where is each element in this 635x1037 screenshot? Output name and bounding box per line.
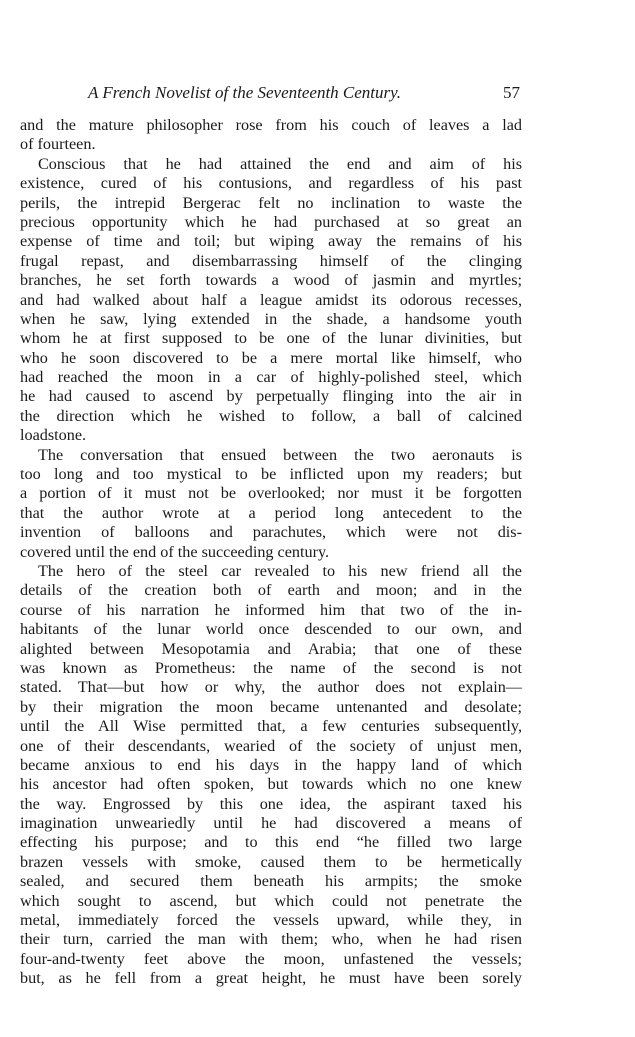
text-line: had reached the moon in a car of highly-polished steel, which (20, 368, 522, 387)
text-line: invention of balloons and parachutes, which were not dis- (20, 523, 522, 542)
text-line: their turn, carried the man with them; who, when he had risen (20, 930, 522, 949)
text-line: The hero of the steel car revealed to his new friend all the (38, 561, 522, 580)
text-line: Conscious that he had attained the end and aim of his (38, 154, 522, 173)
text-line: too long and too mystical to be inflicted upon my readers; but (20, 465, 522, 484)
text-line: that the author wrote at a period long antecedent to the (20, 503, 522, 522)
text-line: the way. Engrossed by this one idea, the aspirant taxed his (20, 794, 522, 813)
text-line: The conversation that ensued between the two aeronauts is (38, 445, 522, 464)
text-line: and the mature philosopher rose from his couch of leaves a lad (20, 116, 522, 134)
text-line: metal, immediately forced the vessels upward, while they, in (20, 911, 522, 930)
text-line: existence, cured of his contusions, and regardless of his past (20, 174, 522, 193)
text-line: whom he at first supposed to be one of the lunar divinities, but (20, 329, 522, 348)
text-line: one of their descendants, wearied of the society of unjust men, (20, 736, 522, 755)
text-line: alighted between Mesopotamia and Arabia; that one of these (20, 639, 522, 658)
text-line: the direction which he wished to follow, a ball of calcined (20, 406, 522, 425)
text-line: sealed, and secured them beneath his armpits; the smoke (20, 872, 522, 891)
page-number: 57 (503, 83, 520, 102)
text-line: course of his narration he informed him that two of the in- (20, 600, 522, 619)
running-head (88, 82, 518, 108)
text-line: habitants of the lunar world once descended to our own, and (20, 620, 522, 639)
text-line: covered until the end of the succeeding century. (20, 542, 330, 561)
text-line: effecting his purpose; and to this end “he filled two large (20, 833, 522, 852)
text-line: brazen vessels with smoke, caused them to be hermetically (20, 852, 522, 871)
text-line: who he soon discovered to be a mere mortal like himself, who (20, 348, 522, 367)
text-line: frugal repast, and disembarrassing himself of the clinging (20, 251, 522, 270)
text-line: was known as Prometheus: the name of the second is not (20, 658, 522, 677)
text-line: four-and-twenty feet above the moon, unfastened the vessels; (20, 949, 522, 968)
text-line: precious opportunity which he had purchased at so great an (20, 212, 522, 231)
text-line: by their migration the moon became untenanted and desolate; (20, 697, 522, 716)
text-line: until the All Wise permitted that, a few centuries subsequently, (20, 717, 522, 736)
text-line: details of the creation both of earth and moon; and in the (20, 581, 522, 600)
text-line: imagination unweariedly until he had discovered a means of (20, 814, 522, 833)
text-line: of fourteen. (20, 135, 96, 154)
running-title: A French Novelist of the Seventeenth Century. (88, 83, 401, 102)
body-text (20, 116, 522, 989)
text-line: his ancestor had often spoken, but towards which no one knew (20, 775, 522, 794)
text-line: a portion of it must not be overlooked; nor must it be forgotten (20, 484, 522, 503)
text-line: he had caused to ascend by perpetually flinging into the air in (20, 387, 522, 406)
text-line: but, as he fell from a great height, he must have been sorely (20, 969, 522, 988)
text-line: and had walked about half a league amidst its odorous recesses, (20, 290, 522, 309)
text-line: when he saw, lying extended in the shade, a handsome youth (20, 309, 522, 328)
text-line: loadstone. (20, 426, 87, 445)
text-line: became anxious to end his days in the happy land of which (20, 755, 522, 774)
text-line: perils, the intrepid Bergerac felt no inclination to waste the (20, 193, 522, 212)
text-line: stated. That—but how or why, the author does not explain— (20, 678, 522, 697)
text-line: which sought to ascend, but which could not penetrate the (20, 891, 522, 910)
text-line: expense of time and toil; but wiping away the remains of his (20, 232, 522, 251)
text-line: branches, he set forth towards a wood of jasmin and myrtles; (20, 271, 522, 290)
